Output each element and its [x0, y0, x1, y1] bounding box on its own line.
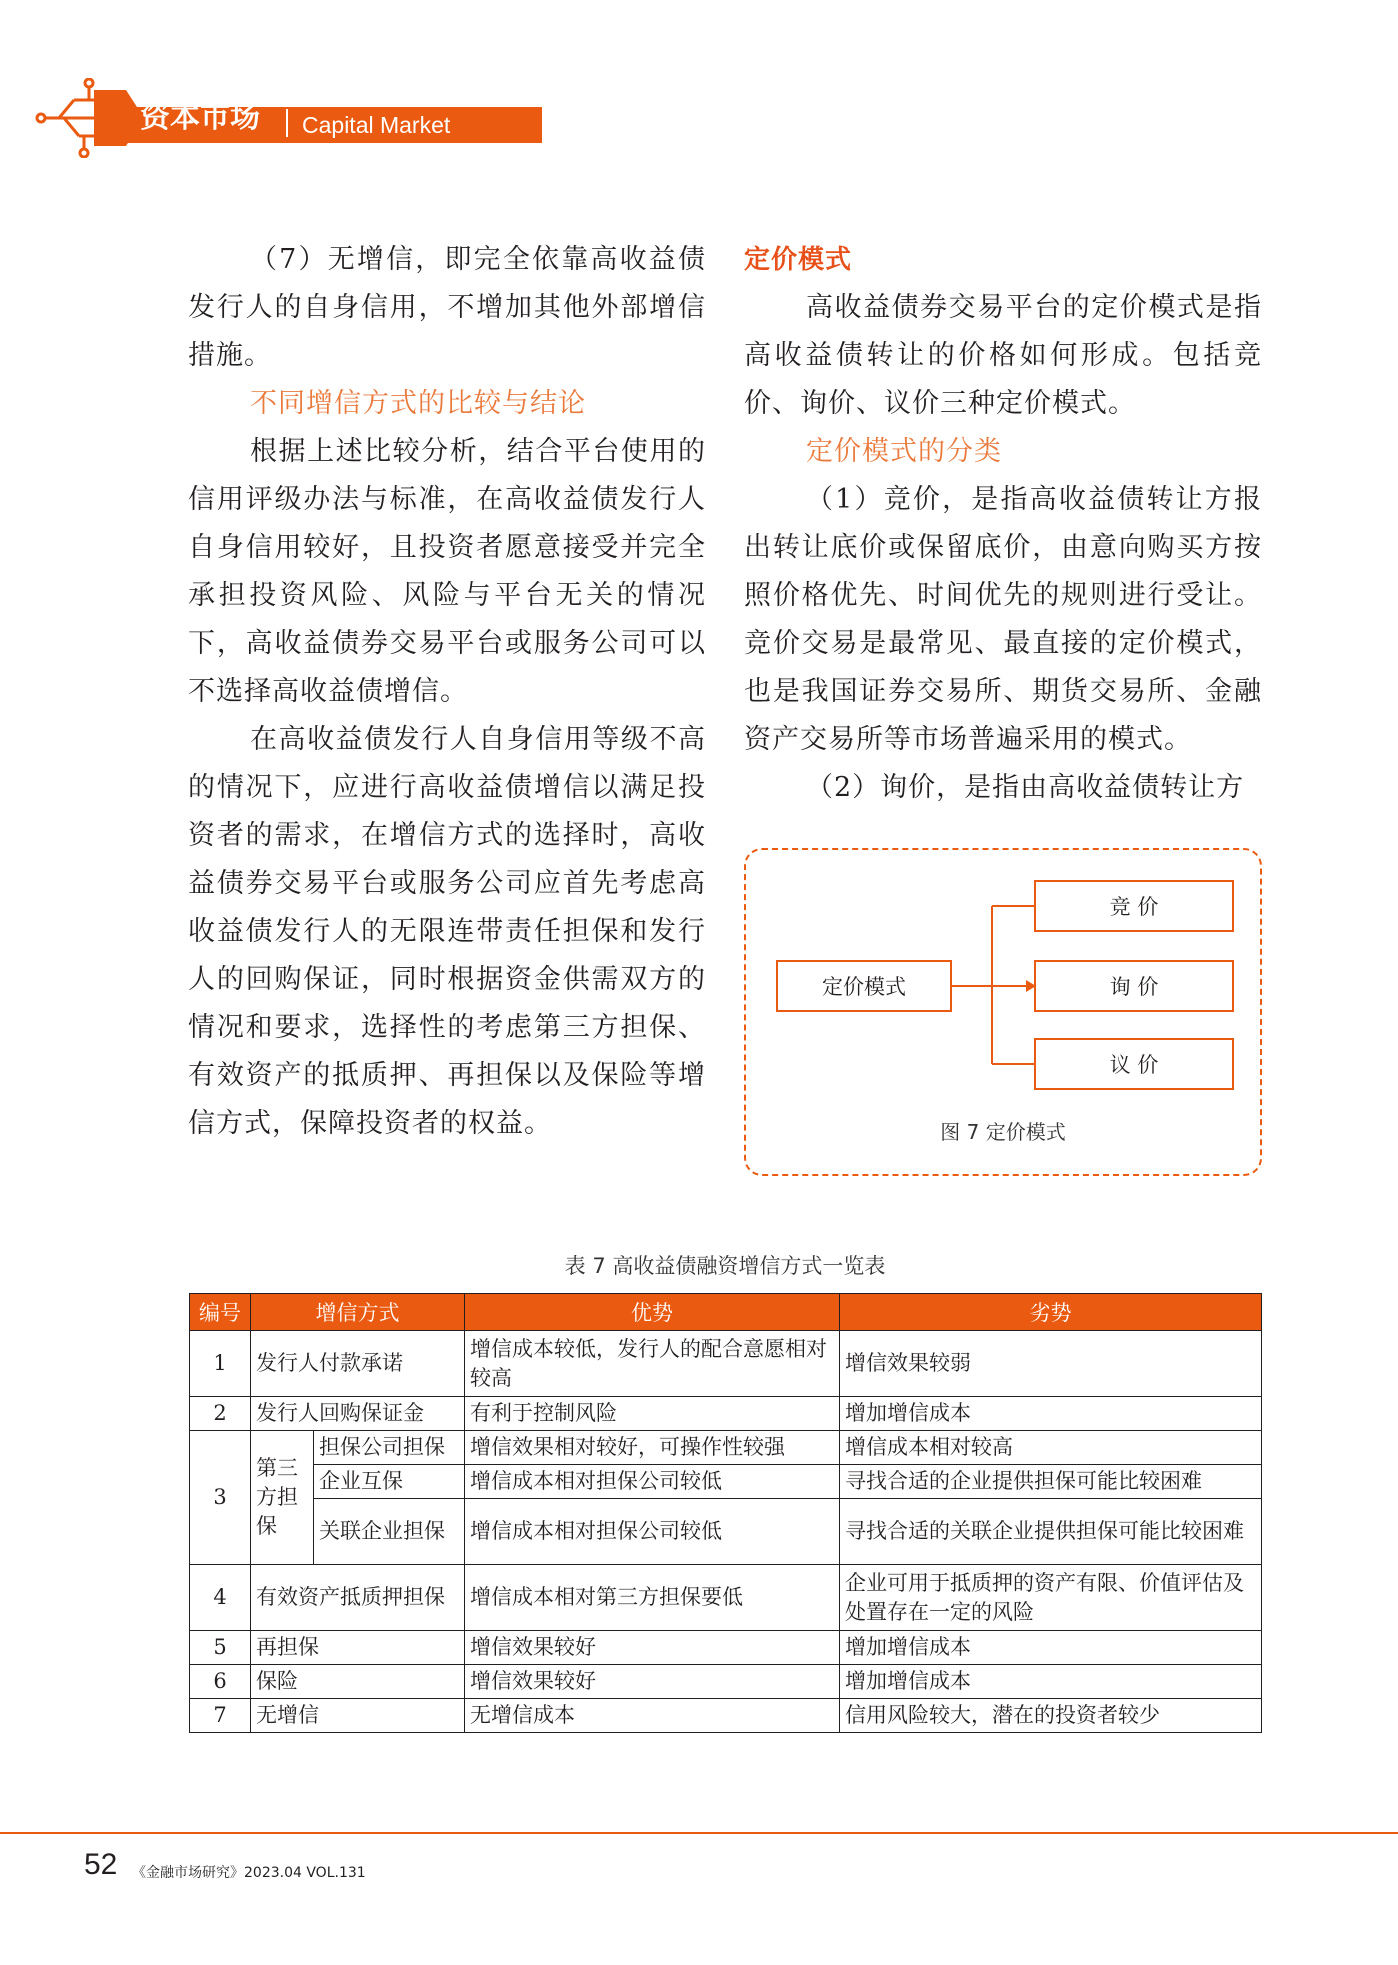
paragraph: （2）询价，是指由高收益债转让方 [806, 772, 1245, 803]
table-cell: 7 [190, 1699, 251, 1733]
table-cell: 保险 [251, 1665, 465, 1699]
table-cell: 企业可用于抵质押的资产有限、价值评估及处置存在一定的风险 [840, 1565, 1262, 1631]
table-cell: 增信效果较弱 [840, 1331, 1262, 1397]
table-row [190, 1631, 1262, 1665]
subheading: 不同增信方式的比较与结论 [250, 388, 586, 419]
table-cell: 信用风险较大，潜在的投资者较少 [840, 1699, 1262, 1733]
diagram-root-box: 定价模式 [776, 960, 952, 1012]
table-cell: 企业互保 [314, 1465, 465, 1499]
table-row [190, 1397, 1262, 1431]
table-cell: 有效资产抵质押担保 [251, 1565, 465, 1631]
table-row [190, 1465, 1262, 1499]
table-cell: 增信成本相对担保公司较低 [465, 1465, 840, 1499]
paragraph: 高收益债券交易平台的定价模式是指高收益债转让的价格如何形成。包括竞价、询价、议价三种定价模式。 [744, 292, 1262, 419]
table-cell: 增信成本相对第三方担保要低 [465, 1565, 840, 1631]
column-header: 编号 [190, 1294, 251, 1331]
table-row [190, 1565, 1262, 1631]
paragraph: （7）无增信，即完全依靠高收益债发行人的自身信用，不增加其他外部增信措施。 [188, 244, 706, 371]
column-header: 优势 [465, 1294, 840, 1331]
figure-caption: 图 7 定价模式 [940, 1120, 1066, 1144]
column-header: 劣势 [840, 1294, 1262, 1331]
left-column [188, 236, 706, 1148]
table-cell: 关联企业担保 [314, 1499, 465, 1565]
table-row [190, 1499, 1262, 1565]
table-cell: 增信成本相对担保公司较低 [465, 1499, 840, 1565]
table-cell: 第三方担保 [251, 1431, 314, 1565]
table-cell: 6 [190, 1665, 251, 1699]
diagram-branch-box: 竞 价 [1034, 880, 1234, 932]
footer-rule [0, 1832, 1398, 1834]
table-cell: 3 [190, 1431, 251, 1565]
table-cell: 4 [190, 1565, 251, 1631]
table-row [190, 1331, 1262, 1397]
table-cell: 有利于控制风险 [465, 1397, 840, 1431]
table-cell: 发行人回购保证金 [251, 1397, 465, 1431]
table-cell: 再担保 [251, 1631, 465, 1665]
table-row [190, 1665, 1262, 1699]
journal-info: 《金融市场研究》2023.04 VOL.131 [132, 1865, 366, 1881]
section-subtitle: Capital Market [302, 112, 451, 138]
table-cell: 增信成本较低，发行人的配合意愿相对较高 [465, 1331, 840, 1397]
paragraph: 根据上述比较分析，结合平台使用的信用评级办法与标准，在高收益债发行人自身信用较好，且投资者愿意接受并完全承担投资风险、风险与平台无关的情况下，高收益债券交易平台或服务公司可以不选择高收益债增信。 [188, 436, 706, 707]
table-caption: 表 7 高收益债融资增信方式一览表 [564, 1254, 886, 1278]
table-row [190, 1699, 1262, 1733]
table-cell: 5 [190, 1631, 251, 1665]
diagram-branch-box: 询 价 [1034, 960, 1234, 1012]
paragraph: （1）竞价，是指高收益债转让方报出转让底价或保留底价，由意向购买方按照价格优先、时间优先的规则进行受让。竞价交易是最常见、最直接的定价模式，也是我国证券交易所、期货交易所、金融资产交易所等市场普遍采用的模式。 [744, 484, 1262, 755]
table-cell: 增信效果相对较好，可操作性较强 [465, 1431, 840, 1465]
table-cell: 寻找合适的关联企业提供担保可能比较困难 [840, 1499, 1262, 1565]
section-heading: 定价模式 [744, 245, 853, 275]
table-cell: 增信效果较好 [465, 1665, 840, 1699]
credit-enhancement-table [189, 1293, 1262, 1733]
table-cell: 增加增信成本 [840, 1397, 1262, 1431]
table-row [190, 1431, 1262, 1465]
column-header: 增信方式 [251, 1294, 465, 1331]
paragraph: 在高收益债发行人自身信用等级不高的情况下，应进行高收益债增信以满足投资者的需求，在增信方式的选择时，高收益债券交易平台或服务公司应首先考虑高收益债发行人的无限连带责任担保和发行人的回购保证，同时根据资金供需双方的情况和要求，选择性的考虑第三方担保、有效资产的抵质押、再担保以及保险等增信方式，保障投资者的权益。 [188, 724, 706, 1139]
header-divider [286, 109, 288, 137]
table-cell: 增信效果较好 [465, 1631, 840, 1665]
table-header-row [190, 1294, 1262, 1331]
section-title: 资本市场 [140, 100, 260, 135]
table-cell: 无增信 [251, 1699, 465, 1733]
table-cell: 发行人付款承诺 [251, 1331, 465, 1397]
table-cell: 2 [190, 1397, 251, 1431]
right-column [744, 236, 1262, 812]
subheading: 定价模式的分类 [806, 436, 1002, 467]
table-cell: 无增信成本 [465, 1699, 840, 1733]
table-cell: 增信成本相对较高 [840, 1431, 1262, 1465]
table-cell: 增加增信成本 [840, 1665, 1262, 1699]
diagram-branch-box: 议 价 [1034, 1038, 1234, 1090]
table-cell: 寻找合适的企业提供担保可能比较困难 [840, 1465, 1262, 1499]
page-number: 52 [84, 1848, 118, 1881]
table-cell: 担保公司担保 [314, 1431, 465, 1465]
table-cell: 增加增信成本 [840, 1631, 1262, 1665]
table-cell: 1 [190, 1331, 251, 1397]
